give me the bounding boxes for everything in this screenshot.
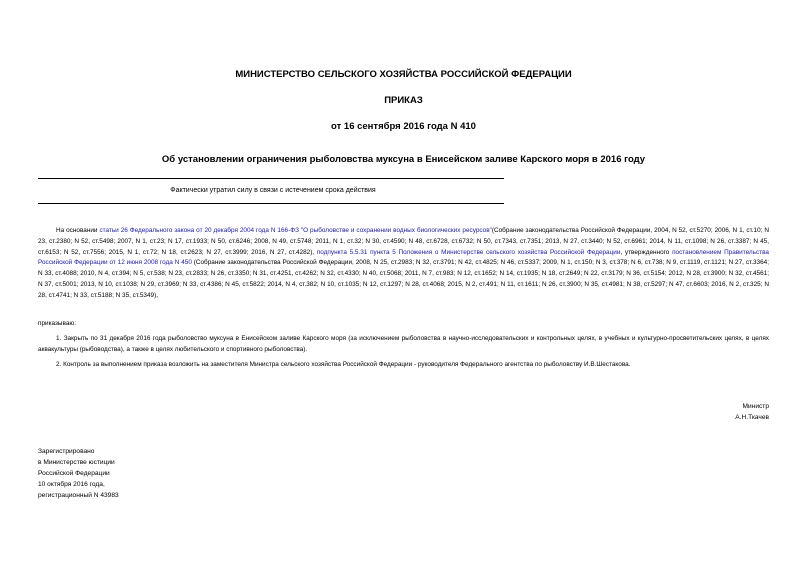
preamble-paragraph [38,226,769,302]
link-article-26[interactable]: статьи 26 Федерального закона от 20 декабря 2004 года N 166-ФЗ "О рыболовстве и сохранении водных биологических ресурсов" [99,227,492,234]
doc-type-heading: ПРИКАЗ [384,95,423,106]
registration-line: 10 октября 2016 года, [38,481,105,488]
registration-line: Зарегистрировано [38,448,95,455]
registration-line: Российской Федерации [38,470,110,477]
order-item-1-text: 1. Закрыть по 31 декабря 2016 года рыболовство муксуна в Енисейском заливе Карского моря (за исключением рыболовства в научно-исследовательских и контрольных целях, в учебных и культурно-просветительских целях, в целях аквакультуры (рыбоводства), а также в целях любительского и спортивного рыболовства). [38,335,769,353]
order-item-1 [38,334,769,356]
preamble-text-2: (Собрание законодательства Российской Федерации, 2004, N 52, ст.5270; 2006, N 1, ст.10; N 23, ст.2380; N 52, ст.5498; 2007, N 1, ст.23; N 17, ст.1933; N 50, ст.6246; 2008, N 49, ст.5748; 2011, N 1, ст.32; N 30, ст.4590; N 48, ст.6728, ст.6732; N 50, ст.7343, ст.7351; 2013, N 27, ст.3440; N 52, ст.6961; 2014, N 11, ст.1098; N 26, ст.3387; N 45, ст.6153; N 52, ст.7556; 2015, N 1, ст.72; N 18, ст.2623; N 27, ст.3999; 2016, N 27, ст.4282), [38,227,770,256]
preamble-text-3: , утвержденного [620,248,673,256]
registration-block [38,446,119,501]
bottom-divider [38,203,504,204]
link-regulation-clause[interactable]: подпункта 5.5.31 пункта 5 Положения о Министерстве сельского хозяйства Российской Федерации [316,248,621,256]
preamble-text-1: На основании [56,227,100,234]
top-divider [38,178,504,179]
signature-position: Министр [742,403,769,410]
order-item-2-text: 2. Контроль за выполнением приказа возложить на заместителя Министра сельского хозяйства Российской Федерации - руководителя Федерального агентства по рыболовству И.В.Шестакова. [56,361,631,368]
signature-block [735,402,769,424]
registration-line: в Министерстве юстиции [38,459,115,466]
order-word-text: приказываю: [38,320,76,327]
document-title: Об установлении ограничения рыболовства муксуна в Енисейском заливе Карского моря в 2016 году [161,154,646,165]
status-note: Фактически утратил силу в связи с истечением срока действия [170,187,376,194]
preamble-text-4: (Собрание законодательства Российской Федерации, 2008, N 25, ст.2983; N 32, ст.3791; N 42, ст.4825; N 46, ст.5337; 2009, N 1, ст.150; N 3, ст.378; N 6, ст.738; N 9, ст.1119, ст.1121; N 27, ст.3364; N 33, ст.4088; 2010, N 4, ст.394; N 5, ст.538; N 23, ст.2833; N 26, ст.3350; N 31, ст.4251, ст.4262; N 32, ст.4330; N 40, ст.5068; 2011, N 7, ст.983; N 12, ст.1652; N 14, ст.1935; N 18, ст.2649; N 22, ст.3179; N 36, ст.5154; 2012, N 28, ст.3900; N 32, ст.4561; N 37, ст.5001; 2013, N 10, ст.1038; N 29, ст.3969; N 33, ст.4386; N 45, ст.5822; 2014, N 4, ст.382; N 10, ст.1035; N 12, ст.1297; N 28, ст.4068; 2015, N 2, ст.491; N 11, ст.1611; N 26, ст.3900; N 35, ст.4981; N 38, ст.5297; N 47, ст.6603; 2016, N 2, ст.325; N 28, ст.4741; N 33, ст.5188; N 35, ст.5349), [38,259,769,299]
order-word [38,319,769,330]
ministry-heading: МИНИСТЕРСТВО СЕЛЬСКОГО ХОЗЯЙСТВА РОССИЙСКОЙ ФЕДЕРАЦИИ [235,69,572,80]
order-item-2 [38,360,769,371]
signature-name: А.Н.Ткачев [735,413,769,421]
date-number-heading: от 16 сентября 2016 года N 410 [331,121,476,132]
link-government-decree[interactable]: постановлением Правительства Российской Федерации от 12 июня 2008 года N 450 [38,248,769,267]
registration-line: регистрационный N 43983 [38,492,119,499]
